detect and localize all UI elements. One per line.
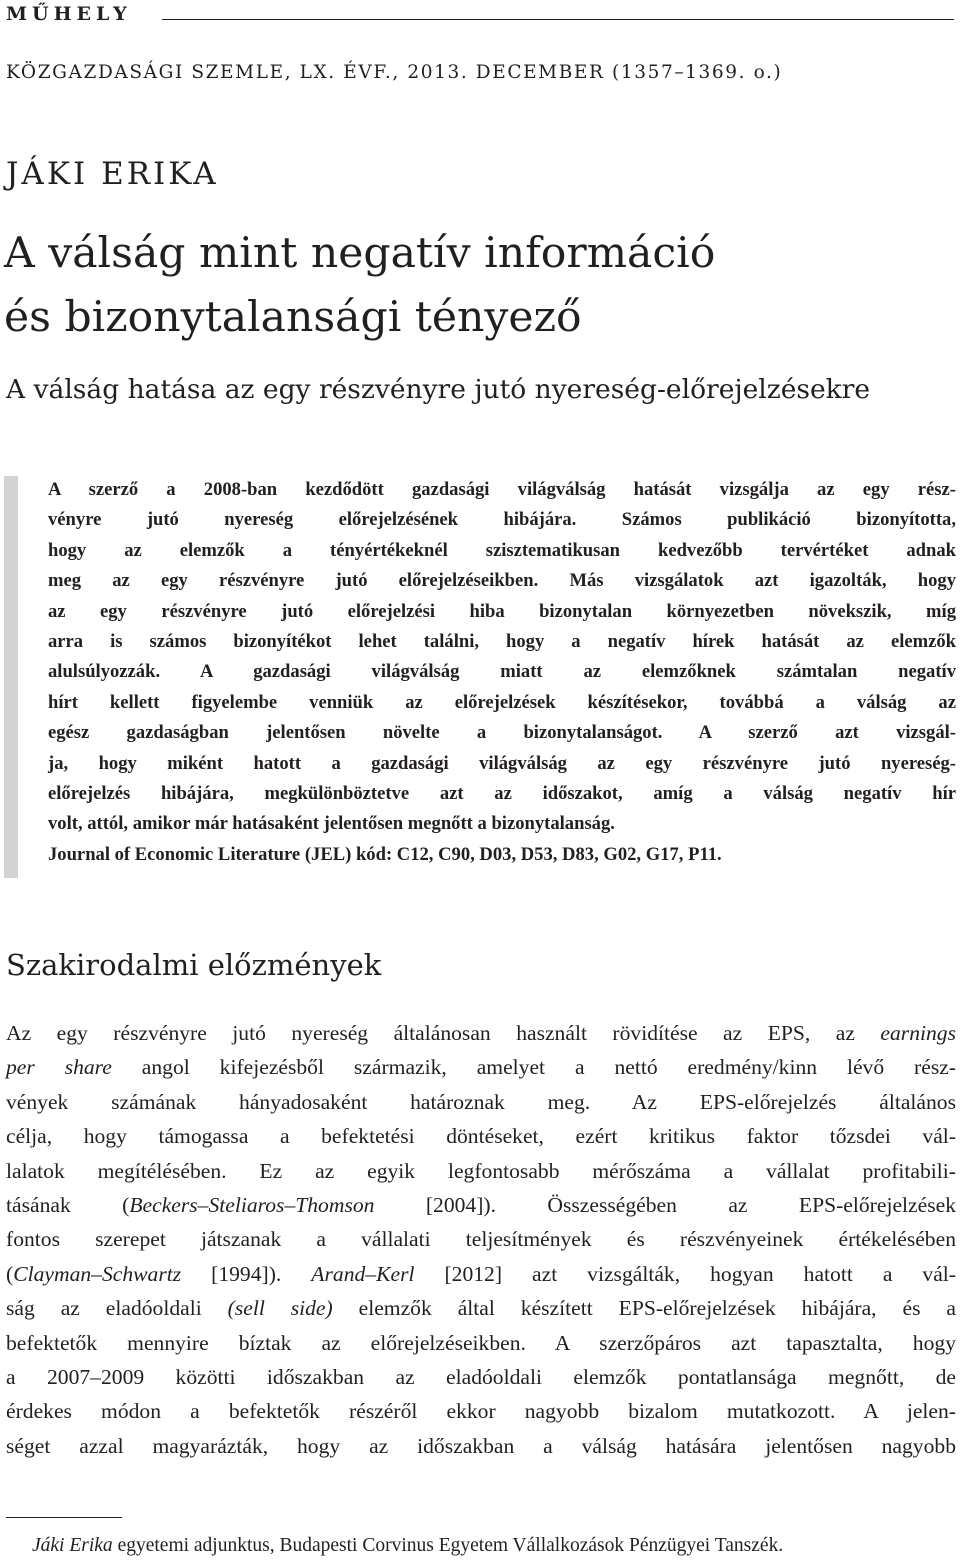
- abstract-line: alulsúlyozzák. A gazdasági világválság miatt az elemzőknek számtalan negatív: [48, 661, 956, 683]
- jel-codes: Journal of Economic Literature (JEL) kód: C12, C90, D03, D53, D83, G02, G17, P11.: [48, 843, 722, 865]
- italic-text: Arand–Kerl: [311, 1261, 415, 1286]
- body-line: [6, 1257, 956, 1291]
- text-run: elemzők által készített EPS-előrejelzések hibájára, és a: [332, 1296, 956, 1321]
- text-run: séget azzal magyarázták, hogy az időszakban a válság hatására jelentősen nagyobb: [6, 1433, 956, 1458]
- body-line: [6, 1429, 956, 1463]
- abstract-line: hogy az elemzők a tényértékeknél szisztematikusan kedvezőbb tervértéket adnak: [48, 539, 956, 561]
- body-line: [6, 1085, 956, 1119]
- article-title: [4, 222, 715, 350]
- text-run: Az egy részvényre jutó nyereség általánosan használt rövidítése az EPS, az: [6, 1021, 881, 1045]
- body-line: [6, 1291, 956, 1325]
- abstract-text: [48, 475, 956, 840]
- body-line: [6, 1360, 956, 1394]
- footnote-author-name: Jáki Erika: [32, 1535, 113, 1556]
- footnote-rule: [6, 1517, 122, 1518]
- text-run: [2004]). Összességében az EPS-előrejelzések: [374, 1193, 956, 1218]
- abstract-line: vényre jutó nyereség előrejelzésének hibájára. Számos publikáció bizonyította,: [48, 509, 956, 531]
- text-run: fontos szerepet játszanak a vállalati teljesítmények és részvényeinek értékelésében: [6, 1227, 956, 1252]
- text-run: vények számának hányadosaként határoznak meg. Az EPS-előrejelzés általános: [6, 1089, 956, 1114]
- italic-text: Beckers–Steliaros–Thomson: [129, 1193, 375, 1218]
- author-name: JÁKI ERIKA: [6, 156, 219, 192]
- italic-text: per share: [6, 1055, 112, 1080]
- abstract-line: egész gazdaságban jelentősen növelte a bizonytalanságot. A szerző azt vizsgál-: [48, 722, 956, 744]
- text-run: [2012] azt vizsgálták, hogyan hatott a vál-: [414, 1261, 956, 1286]
- abstract-sidebar-bar: [4, 476, 18, 878]
- running-header: [6, 2, 954, 28]
- footnote-affiliation: egyetemi adjunktus, Budapesti Corvinus Egyetem Vállalkozások Pénzügyei Tanszék.: [112, 1535, 784, 1556]
- italic-text: (sell side): [227, 1296, 333, 1321]
- text-run: angol kifejezésből származik, amelyet a nettó eredmény/kinn lévő rész-: [111, 1055, 956, 1080]
- italic-text: Clayman–Schwartz: [13, 1261, 182, 1286]
- text-run: lalatok megítélésében. Ez az egyik legfontosabb mérőszáma a vállalat profitabili-: [6, 1158, 956, 1183]
- text-run: befektetők mennyire bíztak az előrejelzéseikben. A szerzőpáros azt tapasztalta, hogy: [6, 1330, 956, 1355]
- section-label: MŰHELY: [6, 3, 132, 25]
- abstract-line: az egy részvényre jutó előrejelzési hiba bizonytalan környezetben növekszik, míg: [48, 600, 956, 622]
- body-line: [6, 1119, 956, 1153]
- text-run: (: [6, 1261, 14, 1286]
- text-run: a 2007–2009 közötti időszakban az eladóoldali elemzők pontatlansága megnőtt, de: [6, 1365, 956, 1390]
- text-run: célja, hogy támogassa a befektetési döntéseket, ezért kritikus faktor tőzsdei vál-: [6, 1124, 956, 1149]
- author-footnote: [32, 1533, 783, 1559]
- abstract-line: ja, hogy miként hatott a gazdasági világválság az egy részvényre jutó nyereség-: [48, 752, 956, 774]
- abstract-line: előrejelzés hibájára, megkülönböztetve azt az időszakot, amíg a válság negatív hír: [48, 783, 956, 805]
- text-run: [1994]).: [181, 1261, 312, 1286]
- abstract-line: A szerző a 2008-ban kezdődött gazdasági világválság hatását vizsgálja az egy rész-: [48, 479, 956, 500]
- article-subtitle: A válság hatása az egy részvényre jutó nyereség-előrejelzésekre: [6, 374, 871, 405]
- text-run: ság az eladóoldali: [6, 1296, 228, 1321]
- abstract-line: meg az egy részvényre jutó előrejelzéseikben. Más vizsgálatok azt igazolták, hogy: [48, 570, 956, 592]
- body-line: [6, 1188, 956, 1222]
- abstract-line: arra is számos bizonyítékot lehet találni, hogy a negatív hírek hatását az elemzők: [48, 631, 956, 653]
- abstract-line: volt, attól, amikor már hatásaként jelentősen megnőtt a bizonytalanság.: [48, 813, 615, 835]
- section-body: [6, 1016, 956, 1463]
- body-line: [6, 1222, 956, 1256]
- text-run: érdekes módon a befektetők részéről ekkor nagyobb bizalom mutatkozott. A jelen-: [6, 1399, 956, 1424]
- title-line-2: és bizonytalansági tényező: [4, 293, 582, 342]
- header-rule: [162, 19, 954, 20]
- title-line-1: A válság mint negatív információ: [4, 229, 716, 278]
- section-heading: Szakirodalmi előzmények: [6, 948, 382, 982]
- italic-text: earnings: [880, 1021, 956, 1045]
- abstract: [48, 475, 956, 870]
- text-run: tásának (: [6, 1193, 130, 1218]
- body-line: [6, 1050, 956, 1084]
- body-line: [6, 1394, 956, 1428]
- body-line: [6, 1016, 956, 1050]
- body-line: [6, 1154, 956, 1188]
- journal-reference: KÖZGAZDASÁGI SZEMLE, LX. ÉVF., 2013. DECEMBER (1357–1369. o.): [6, 62, 783, 83]
- body-line: [6, 1326, 956, 1360]
- abstract-line: hírt kellett figyelembe venniük az előrejelzések készítésekor, továbbá a válság az: [48, 691, 956, 713]
